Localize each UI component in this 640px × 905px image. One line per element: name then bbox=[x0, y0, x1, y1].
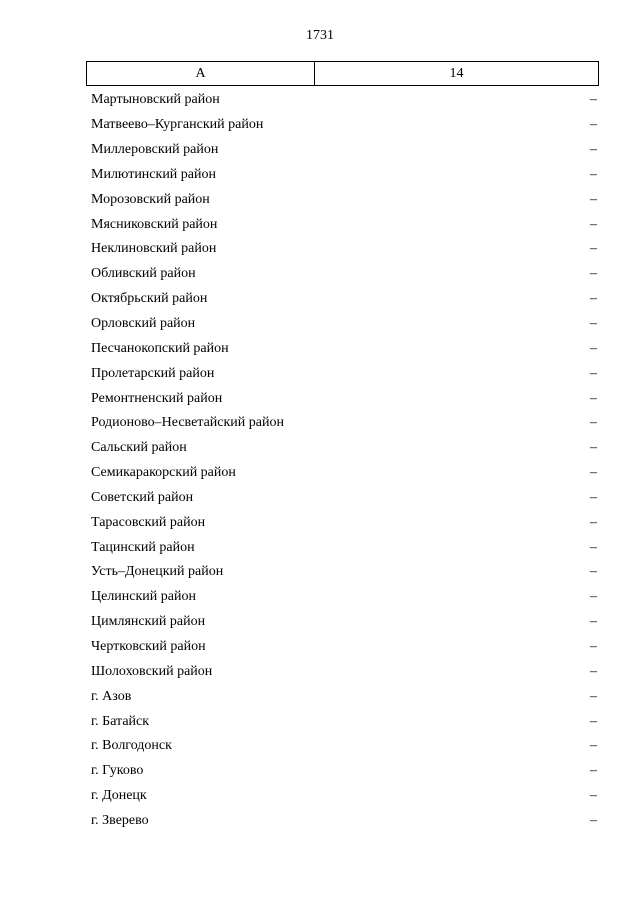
table-row bbox=[86, 635, 599, 660]
row-value: – bbox=[590, 390, 597, 406]
row-value: – bbox=[590, 638, 597, 654]
table-row bbox=[86, 610, 599, 635]
row-label: Милютинский район bbox=[91, 166, 217, 182]
table-row bbox=[86, 212, 599, 237]
table-row bbox=[86, 187, 599, 212]
row-label: Неклиновский район bbox=[91, 241, 217, 257]
table-row bbox=[86, 88, 599, 113]
row-label: Мартыновский район bbox=[91, 92, 220, 108]
row-value: – bbox=[590, 365, 597, 381]
row-label: г. Зверево bbox=[91, 812, 149, 828]
table-row bbox=[86, 262, 599, 287]
table-row bbox=[86, 486, 599, 511]
table-row bbox=[86, 585, 599, 610]
table-body bbox=[86, 88, 599, 833]
row-value: – bbox=[590, 241, 597, 257]
row-label: Тарасовский район bbox=[91, 514, 206, 530]
table-row bbox=[86, 138, 599, 163]
row-value: – bbox=[590, 713, 597, 729]
table-row bbox=[86, 759, 599, 784]
row-label: г. Батайск bbox=[91, 713, 150, 729]
table-row bbox=[86, 560, 599, 585]
row-value: – bbox=[590, 564, 597, 580]
table-row bbox=[86, 709, 599, 734]
row-value: – bbox=[590, 142, 597, 158]
table-row bbox=[86, 113, 599, 138]
row-value: – bbox=[590, 788, 597, 804]
row-label: Целинский район bbox=[91, 589, 196, 605]
table-row bbox=[86, 461, 599, 486]
table-row bbox=[86, 386, 599, 411]
table-row bbox=[86, 163, 599, 188]
row-label: Цимлянский район bbox=[91, 614, 206, 630]
row-label: Пролетарский район bbox=[91, 365, 215, 381]
row-value: – bbox=[590, 166, 597, 182]
table-row bbox=[86, 361, 599, 386]
row-value: – bbox=[590, 738, 597, 754]
row-label: Октябрьский район bbox=[91, 291, 208, 307]
row-label: Сальский район bbox=[91, 440, 187, 456]
row-label: г. Гуково bbox=[91, 763, 144, 779]
row-value: – bbox=[590, 663, 597, 679]
row-label: Ремонтненский район bbox=[91, 390, 223, 406]
row-label: Семикаракорский район bbox=[91, 465, 236, 481]
table-header bbox=[86, 61, 599, 86]
table-row bbox=[86, 287, 599, 312]
row-label: Советский район bbox=[91, 489, 194, 505]
table-row bbox=[86, 237, 599, 262]
row-value: – bbox=[590, 489, 597, 505]
table-row bbox=[86, 535, 599, 560]
row-label: Песчанокопский район bbox=[91, 340, 229, 356]
table-row bbox=[86, 510, 599, 535]
page-number: 1731 bbox=[306, 28, 334, 43]
row-label: г. Донецк bbox=[91, 788, 147, 804]
row-value: – bbox=[590, 614, 597, 630]
row-value: – bbox=[590, 539, 597, 555]
table-row bbox=[86, 436, 599, 461]
row-label: Орловский район bbox=[91, 316, 196, 332]
column-header-a: А bbox=[87, 62, 315, 85]
row-value: – bbox=[590, 340, 597, 356]
row-label: Миллеровский район bbox=[91, 142, 219, 158]
table-row bbox=[86, 734, 599, 759]
row-label: г. Азов bbox=[91, 688, 132, 704]
row-value: – bbox=[590, 812, 597, 828]
row-label: Чертковский район bbox=[91, 638, 206, 654]
row-label: Родионово–Несветайский район bbox=[91, 415, 284, 431]
table-row bbox=[86, 411, 599, 436]
row-label: Тацинский район bbox=[91, 539, 195, 555]
row-value: – bbox=[590, 117, 597, 133]
row-value: – bbox=[590, 266, 597, 282]
row-label: Усть–Донецкий район bbox=[91, 564, 224, 580]
table-row bbox=[86, 684, 599, 709]
row-value: – bbox=[590, 440, 597, 456]
row-value: – bbox=[590, 415, 597, 431]
table-row bbox=[86, 336, 599, 361]
column-header-14: 14 bbox=[449, 66, 464, 81]
row-label: Матвеево–Курганский район bbox=[91, 117, 264, 133]
row-value: – bbox=[590, 763, 597, 779]
row-label: г. Волгодонск bbox=[91, 738, 172, 754]
row-value: – bbox=[590, 92, 597, 108]
row-value: – bbox=[590, 589, 597, 605]
table-row bbox=[86, 808, 599, 833]
row-value: – bbox=[590, 316, 597, 332]
row-label: Морозовский район bbox=[91, 191, 210, 207]
row-value: – bbox=[590, 216, 597, 232]
row-label: Обливский район bbox=[91, 266, 196, 282]
row-label: Мясниковский район bbox=[91, 216, 218, 232]
table-row bbox=[86, 659, 599, 684]
row-value: – bbox=[590, 514, 597, 530]
row-value: – bbox=[590, 191, 597, 207]
row-value: – bbox=[590, 465, 597, 481]
row-label: Шолоховский район bbox=[91, 663, 213, 679]
row-value: – bbox=[590, 688, 597, 704]
table-row bbox=[86, 784, 599, 809]
row-value: – bbox=[590, 291, 597, 307]
table-row bbox=[86, 312, 599, 337]
